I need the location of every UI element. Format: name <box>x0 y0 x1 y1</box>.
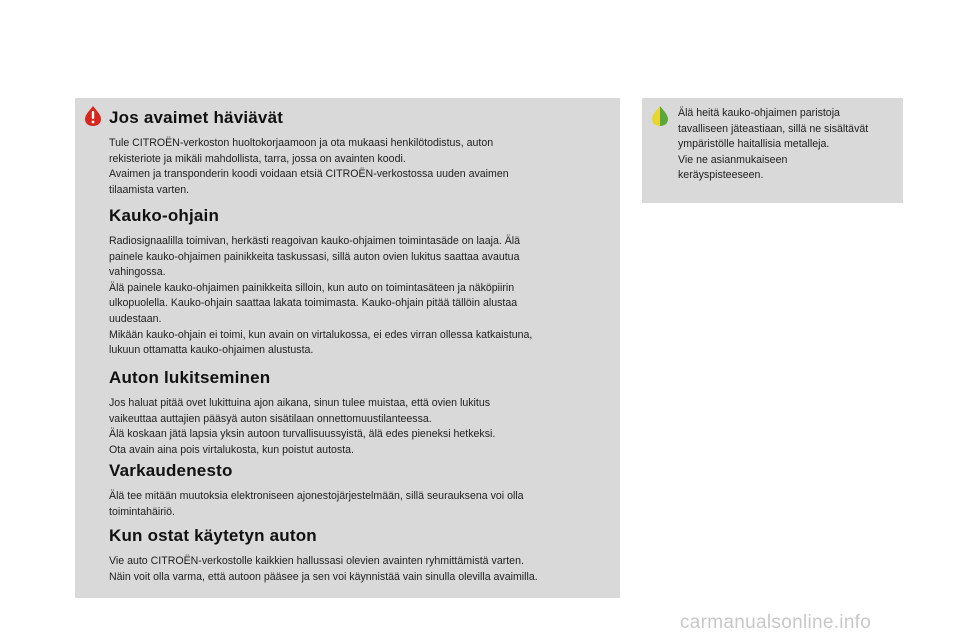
section-title: Jos avaimet häviävät <box>109 108 284 127</box>
section-body: Tule CITROËN-verkoston huoltokorjaamoon ja ota mukaasi henkilötodistus, auton rekisteriote ja mikäli mahdollista, tarra, jossa on avainten koodi. Avaimen ja transponderin koodi voidaan etsiä CITROËN-verkostossa uuden avaimen tilaamista varten. <box>109 137 509 196</box>
section-anti-theft <box>109 461 609 520</box>
eco-leaf-icon <box>651 105 669 127</box>
section-lost-keys <box>109 108 609 198</box>
section-used-car <box>109 526 609 585</box>
section-title: Varkaudenesto <box>109 461 233 480</box>
section-title: Kun ostat käytetyn auton <box>109 526 317 545</box>
eco-note-text: Älä heitä kauko-ohjaimen paristoja tavalliseen jäteastiaan, sillä ne sisältävät ympäristölle haitallisia metalleja. Vie ne asianmukaiseen keräyspisteeseen. <box>678 107 869 182</box>
watermark: carmanualsonline.info <box>680 612 872 633</box>
section-title: Kauko-ohjain <box>109 206 220 225</box>
warning-icon <box>84 105 102 127</box>
section-body: Jos haluat pitää ovet lukittuina ajon aikana, sinun tulee muistaa, että ovien lukitus vaikeuttaa auttajien pääsyä auton sisätilaan onnettomuustilanteessa. Älä koskaan jätä lapsia yksin autoon turvallisuussyistä, älä edes pieneksi hetkeksi. Ota avain aina pois virtalukosta, kun poistut autosta. <box>109 397 496 456</box>
section-body: Radiosignaalilla toimivan, herkästi reagoivan kauko-ohjaimen toimintasäde on laaja. Älä painele kauko-ohjaimen painikkeita taskussasi, sillä auton ovien lukitus saattaa avautua vahingossa. Älä painele kauko-ohjaimen painikkeita silloin, kun auto on toimintasäteen ja näköpiirin ulkopuolella. Kauko-ohjain saattaa lakata toimimasta. Kauko-ohjain pitää tällöin alustaa uudestaan. Mikään kauko-ohjain ei toimi, kun avain on virtalukossa, ei edes virran ollessa katkaistuna, lukuun ottamatta kauko-ohjaimen alustusta. <box>109 235 533 357</box>
section-title: Auton lukitseminen <box>109 368 271 387</box>
section-body: Vie auto CITROËN-verkostolle kaikkien hallussasi olevien avainten ryhmittämistä varten. Näin voit olla varma, että autoon pääsee ja sen voi käynnistää vain sinulla olevilla avaimilla. <box>109 555 538 583</box>
section-body: Älä tee mitään muutoksia elektroniseen ajonestojärjestelmään, sillä seurauksena voi olla toimintahäiriö. <box>109 490 524 518</box>
section-remote-control <box>109 206 609 359</box>
section-locking <box>109 368 609 458</box>
